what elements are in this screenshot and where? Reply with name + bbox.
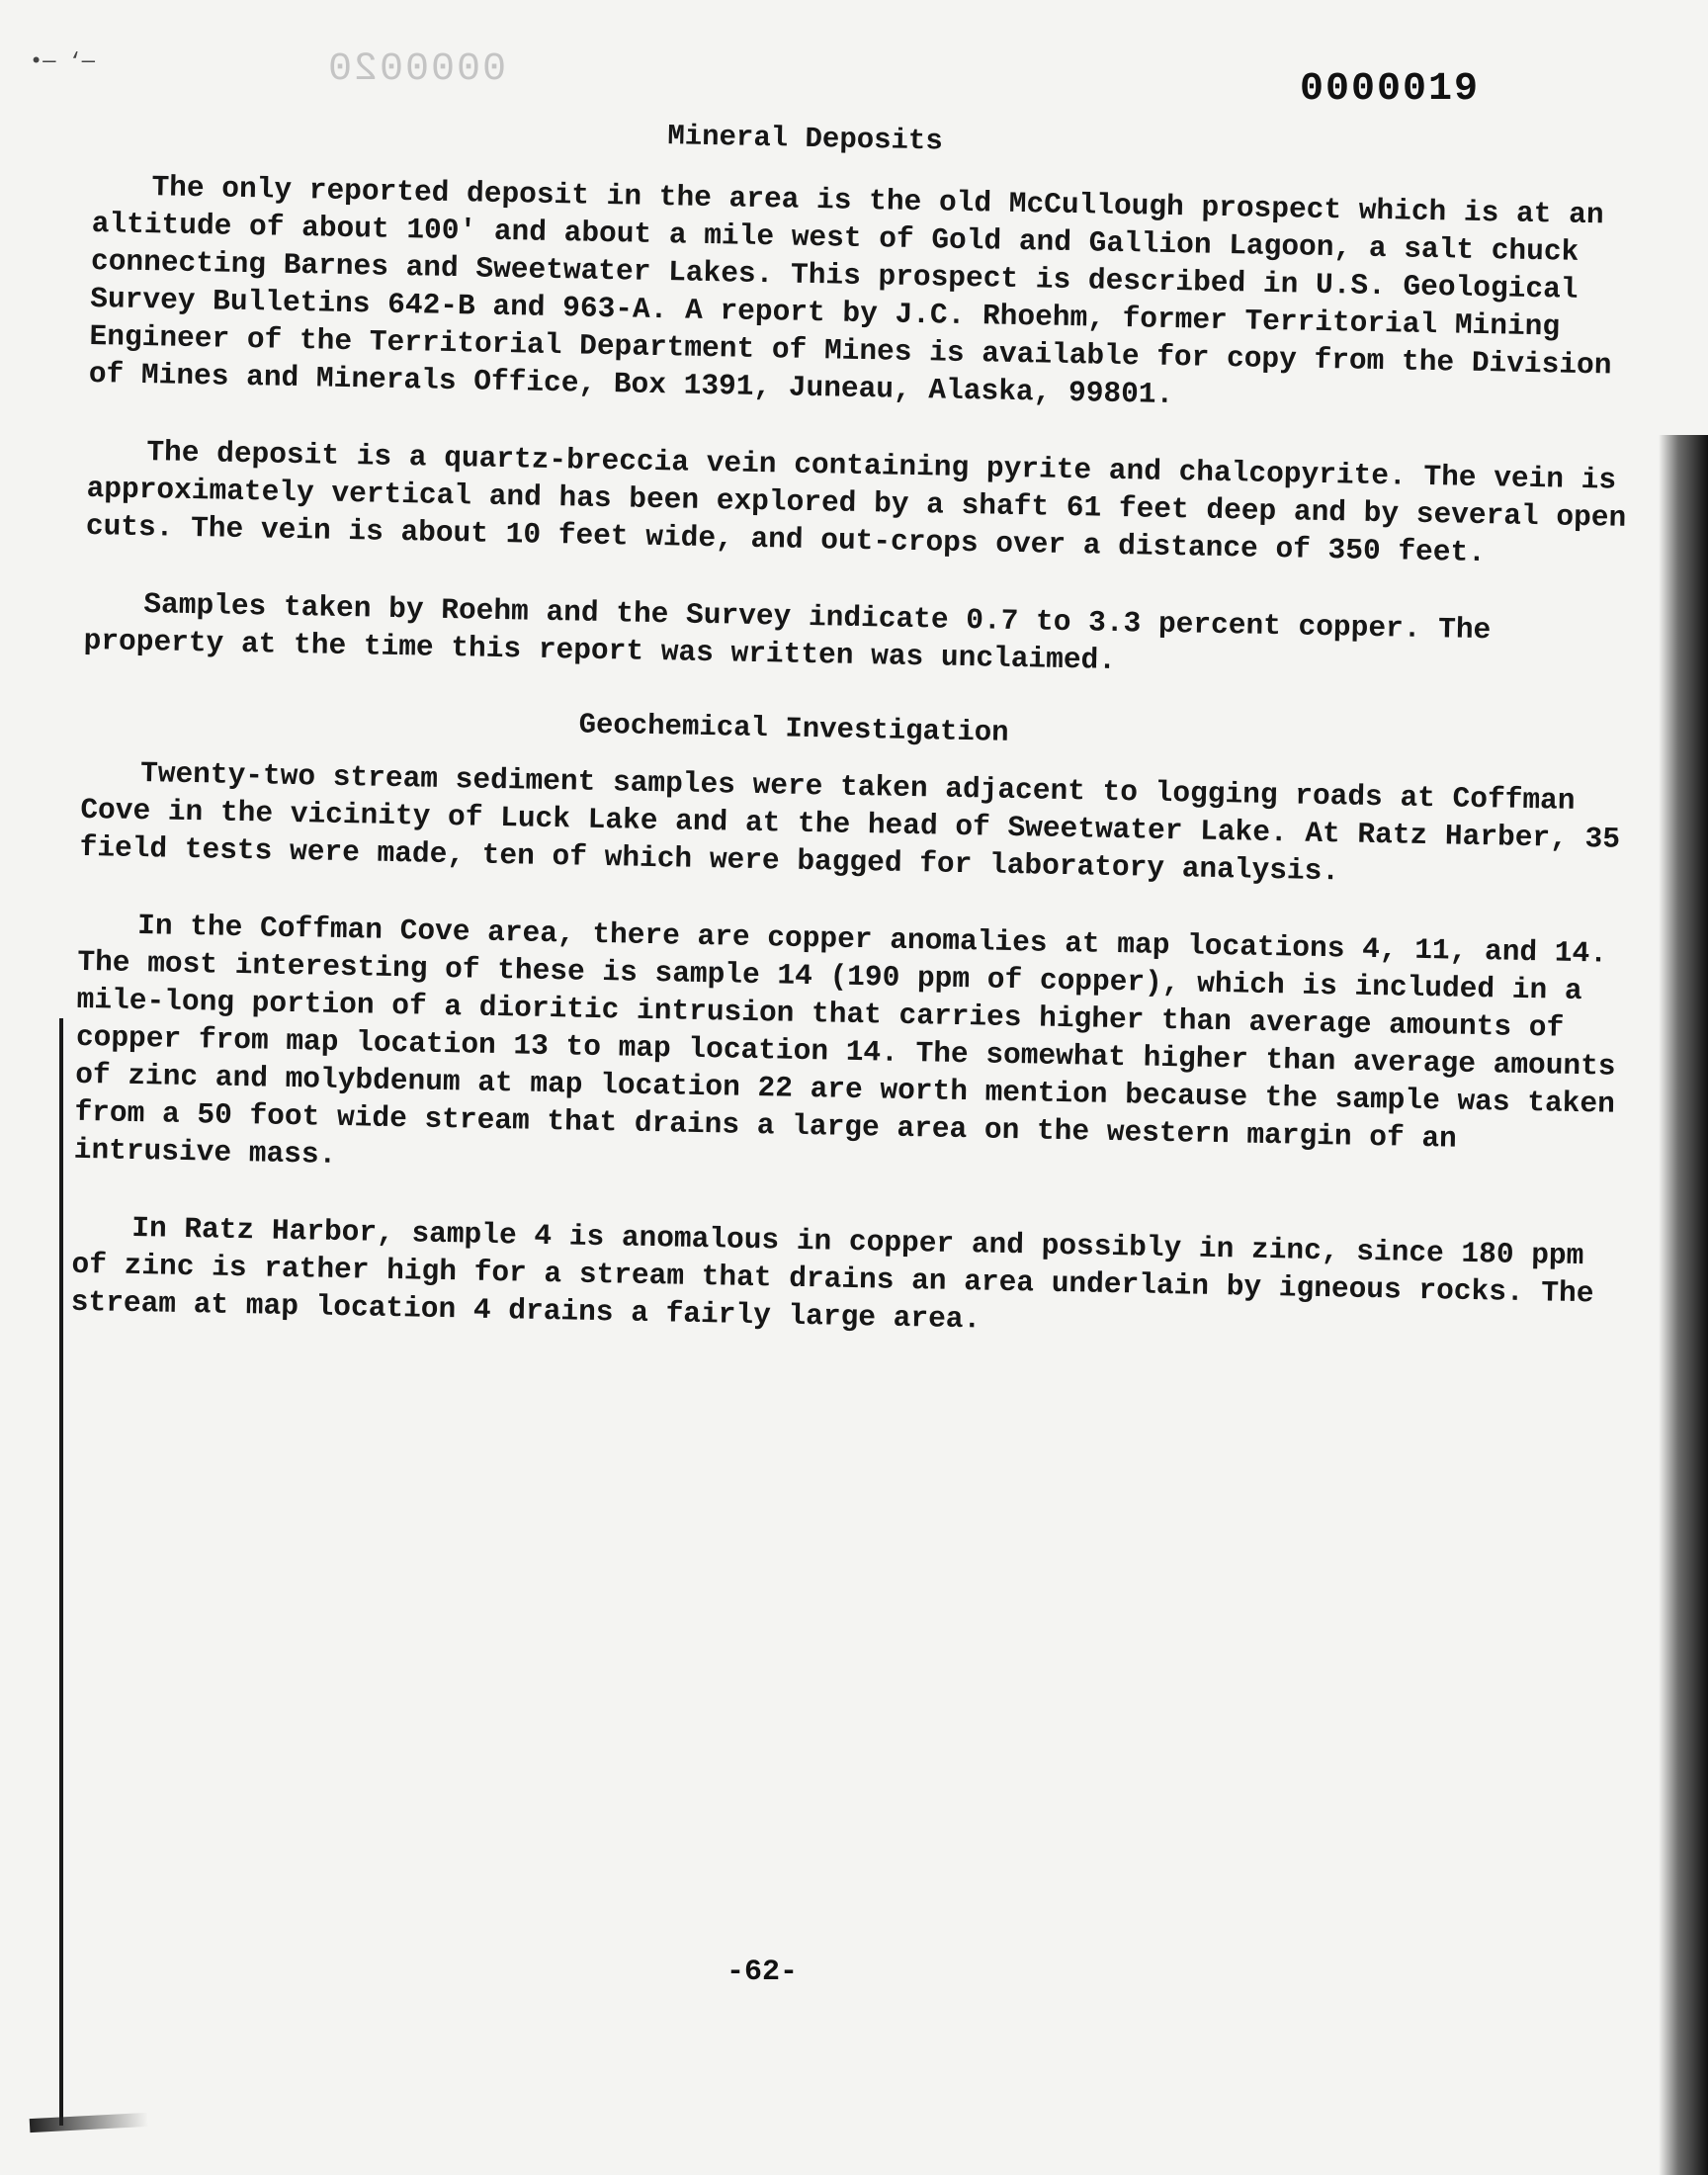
- page-number: -62-: [726, 1956, 799, 1989]
- paragraph: Samples taken by Roehm and the Survey indicate 0.7 to 3.3 percent copper. The property at the time this report was written was unclaimed.: [83, 587, 1509, 677]
- binding-shadow: [59, 1018, 63, 2126]
- paragraph: The only reported deposit in the area is the old McCullough prospect which is at an altitude of about 100' and about a mile west of Gold and Gallion Lagoon, a salt chuck connecting Barnes and Sweetwater Lakes. This prospect is described in U.S. Geological Survey Bulletins 642-B and 963-A. A report by J.C. Rhoehm, former Territorial Mining Engineer of the Territorial Department of Mines is available for copy from the Division of Mines and Minerals Office, Box 1391, Juneau, Alaska, 99801.: [88, 170, 1630, 412]
- paragraph: In Ratz Harbor, sample 4 is anomalous in copper and possibly in zinc, since 180 ppm of zinc is rather high for a stream that drains an area underlain by igneous rocks. The stream at map location 4 drains a fairly large area.: [70, 1210, 1612, 1337]
- scan-corner-mark: [30, 2113, 149, 2132]
- page-edge-shadow: [1659, 435, 1708, 2175]
- paragraph: In the Coffman Cove area, there are copper anomalies at map locations 4, 11, and 14. The most interesting of these is sample 14 (190 ppm of copper), which is included in a mile-long portion of a dioritic intrusion that carries higher than average amounts of copper from map location 13 to map location 14. The somewhat higher than average amounts of zinc and molybdenum at map location 22 are worth mention because the sample was taken from a 50 foot wide stream that drains a large area on the western margin of an intrusive mass.: [73, 909, 1634, 1172]
- document-body: [70, 109, 1645, 1390]
- paragraph: Twenty-two stream sediment samples were taken adjacent to logging roads at Coffman Cove in the vicinity of Luck Lake and at the head of Sweetwater Lake. At Ratz Harber, 35 field tests were made, ten of which were bagged for laboratory analysis.: [79, 756, 1638, 889]
- document-number: 0000019: [1300, 67, 1481, 112]
- section-title-geochemical-investigation: Geochemical Investigation: [578, 708, 1009, 749]
- scan-mark: •— ‘—: [30, 49, 96, 74]
- paragraph: The deposit is a quartz-breccia vein containing pyrite and chalcopyrite. The vein is approximately vertical and has been explored by a shaft 61 feet deep and by several open cuts. The vein is about 10 feet wide, and out-crops over a distance of 350 feet.: [85, 435, 1645, 570]
- bleed-through-number: 0000020: [326, 47, 507, 92]
- section-title-mineral-deposits: Mineral Deposits: [667, 120, 944, 158]
